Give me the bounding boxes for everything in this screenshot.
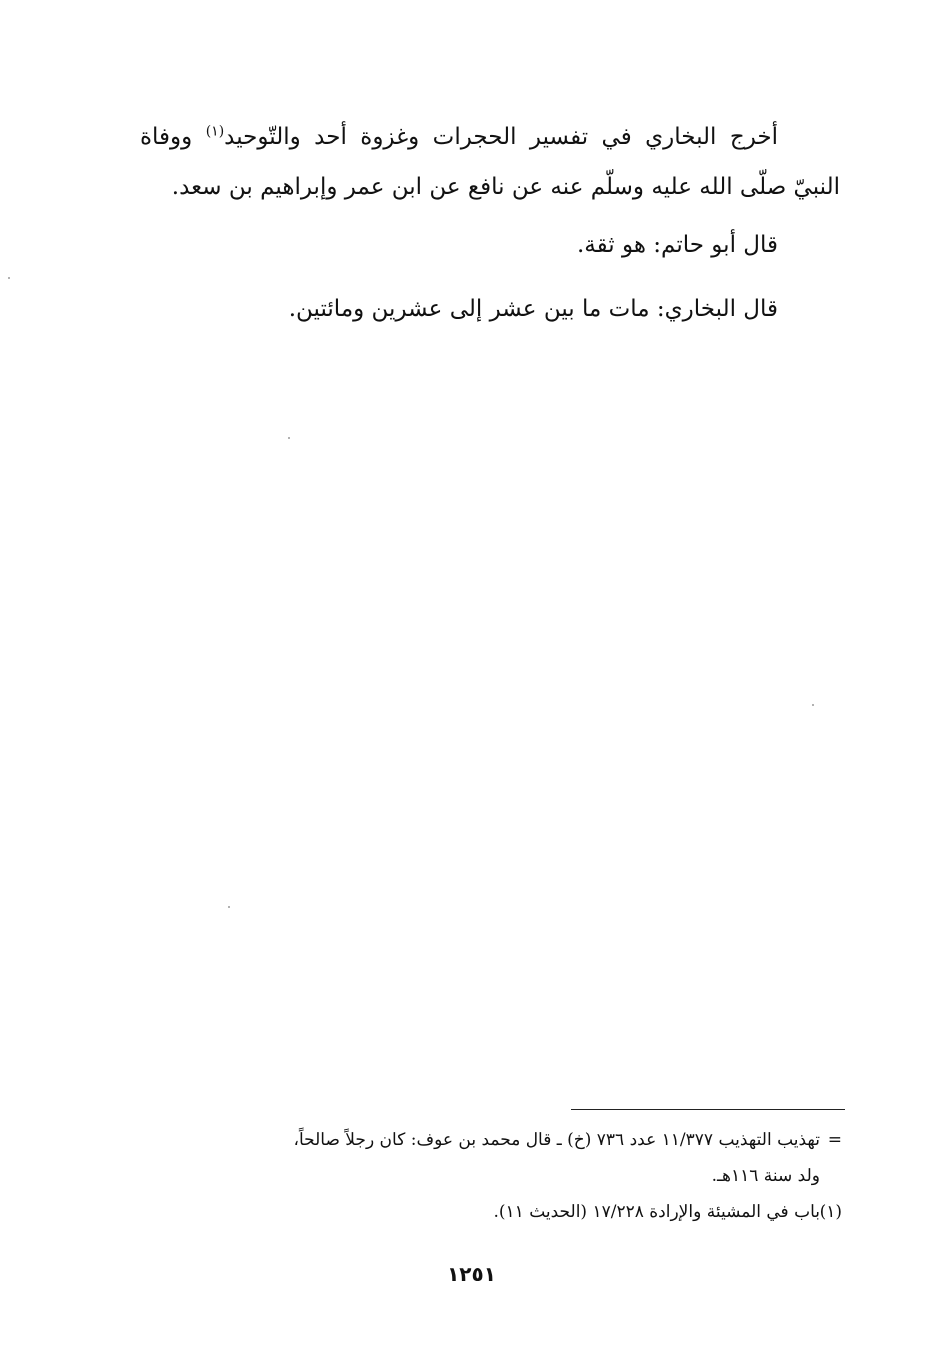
paragraph-text: أخرج البخاري في تفسير الحجرات وغزوة أحد والتّوحيد <box>224 124 778 150</box>
footnote-continued-text: تهذيب التهذيب ١١/٣٧٧ عدد ٧٣٦ (خ) ـ قال محمد بن عوف: كان رجلاً صالحاً، <box>293 1130 820 1150</box>
scan-speck <box>8 277 10 279</box>
footnotes <box>140 1122 842 1230</box>
main-text <box>140 112 840 334</box>
footnote-continued-line2: ولد سنة ١١٦هـ. <box>711 1166 820 1186</box>
footnote-continued <box>140 1122 842 1158</box>
quote-abu-hatim: قال أبو حاتم: هو ثقة. <box>576 232 778 258</box>
footnote-1-text: باب في المشيئة والإرادة ١٧/٢٢٨ (الحديث ١١). <box>493 1202 820 1222</box>
footnote-continued-marker: = <box>827 1130 842 1150</box>
footnote-1 <box>140 1194 842 1230</box>
page-number: ١٢٥١ <box>447 1262 496 1286</box>
footnote-reference[interactable]: (١) <box>205 123 225 140</box>
quote-bukhari: قال البخاري: مات ما بين عشر إلى عشرين ومائتين. <box>288 296 778 322</box>
scan-speck <box>812 704 814 706</box>
scan-speck <box>228 906 230 908</box>
scan-speck <box>288 437 290 439</box>
footnote-divider <box>571 1109 845 1110</box>
paragraph <box>140 112 840 212</box>
footnote-1-marker: (١) <box>819 1202 842 1222</box>
paragraph-text-continued: ووفاة النبيّ صلّى الله عليه وسلّم عنه عن نافع عن ابن عمر وإبراهيم بن سعد. <box>140 124 840 200</box>
